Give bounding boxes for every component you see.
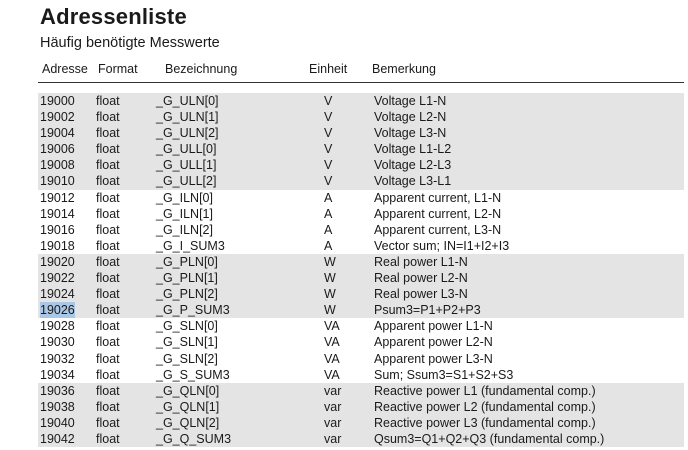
cell-address: 19040 xyxy=(40,415,75,430)
cell-format: float xyxy=(96,335,120,350)
cell-address: 19002 xyxy=(40,110,75,125)
cell-address: 19006 xyxy=(40,142,75,157)
cell-remark: Voltage L2-N xyxy=(374,110,447,125)
cell-format: float xyxy=(96,142,120,157)
cell-format: float xyxy=(96,319,120,334)
header-format: Format xyxy=(98,62,138,76)
table-row xyxy=(38,351,684,367)
cell-format: float xyxy=(96,271,120,286)
cell-designation: _G_PLN[0] xyxy=(156,254,218,269)
table-row xyxy=(38,173,684,189)
cell-remark: Sum; Ssum3=S1+S2+S3 xyxy=(374,367,514,382)
cell-designation: _G_QLN[1] xyxy=(156,399,220,414)
cell-format: float xyxy=(96,158,120,173)
table-row xyxy=(38,383,684,399)
cell-format: float xyxy=(96,254,120,269)
cell-address: 19008 xyxy=(40,158,75,173)
cell-designation: _G_P_SUM3 xyxy=(156,303,230,318)
cell-designation: _G_ULL[2] xyxy=(156,174,217,189)
cell-unit: W xyxy=(324,303,336,318)
cell-unit: A xyxy=(324,222,333,237)
cell-unit: var xyxy=(324,383,342,398)
cell-unit: VA xyxy=(324,319,340,334)
cell-remark: Reactive power L2 (fundamental comp.) xyxy=(374,399,596,414)
cell-format: float xyxy=(96,110,120,125)
cell-designation: _G_QLN[2] xyxy=(156,415,220,430)
cell-address: 19016 xyxy=(40,222,75,237)
cell-remark: Real power L3-N xyxy=(374,287,468,302)
cell-format: float xyxy=(96,238,120,253)
table-row xyxy=(38,157,684,173)
cell-designation: _G_ILN[0] xyxy=(156,190,213,205)
cell-remark: Voltage L3-N xyxy=(374,126,447,141)
cell-address: 19012 xyxy=(40,190,75,205)
table-row xyxy=(38,286,684,302)
cell-unit: V xyxy=(324,94,333,108)
cell-remark: Real power L2-N xyxy=(374,271,468,286)
cell-remark: Real power L1-N xyxy=(374,254,468,269)
cell-unit: var xyxy=(324,399,342,414)
table-row xyxy=(38,141,684,157)
table-row xyxy=(38,399,684,415)
header-address: Adresse xyxy=(42,62,88,76)
cell-format: float xyxy=(96,174,120,189)
cell-remark: Voltage L2-L3 xyxy=(374,158,452,173)
page-subtitle: Häufig benötigte Messwerte xyxy=(40,35,220,51)
cell-unit: W xyxy=(324,254,336,269)
cell-designation: _G_ULN[1] xyxy=(156,110,219,125)
cell-format: float xyxy=(96,415,120,430)
cell-designation: _G_PLN[2] xyxy=(156,287,218,302)
table-row xyxy=(38,270,684,286)
cell-address: 19032 xyxy=(40,351,75,366)
cell-unit: V xyxy=(324,142,333,157)
cell-address: 19010 xyxy=(40,174,75,189)
cell-unit: A xyxy=(324,238,333,253)
cell-format: float xyxy=(96,126,120,141)
cell-address: 19038 xyxy=(40,399,75,414)
cell-format: float xyxy=(96,222,120,237)
cell-remark: Apparent power L1-N xyxy=(374,319,493,334)
cell-format: float xyxy=(96,303,120,318)
cell-remark: Apparent current, L2-N xyxy=(374,206,502,221)
cell-address: 19024 xyxy=(40,287,75,302)
table-row xyxy=(38,190,684,206)
cell-unit: V xyxy=(324,110,333,125)
table-row xyxy=(38,93,684,109)
cell-remark: Qsum3=Q1+Q2+Q3 (fundamental comp.) xyxy=(374,431,605,446)
cell-format: float xyxy=(96,190,120,205)
cell-format: float xyxy=(96,399,120,414)
cell-address: 19020 xyxy=(40,254,75,269)
cell-designation: _G_S_SUM3 xyxy=(156,367,230,382)
cell-designation: _G_I_SUM3 xyxy=(156,238,225,253)
cell-designation: _G_PLN[1] xyxy=(156,271,218,286)
cell-designation: _G_SLN[2] xyxy=(156,351,218,366)
cell-address: 19026 xyxy=(40,303,75,318)
cell-remark: Apparent power L2-N xyxy=(374,335,493,350)
table-row xyxy=(38,109,684,125)
cell-remark: Voltage L1-N xyxy=(374,94,447,108)
table-row xyxy=(38,222,684,238)
cell-address: 19014 xyxy=(40,206,75,221)
cell-remark: Voltage L3-L1 xyxy=(374,174,452,189)
cell-remark: Voltage L1-L2 xyxy=(374,142,452,157)
cell-unit: var xyxy=(324,431,342,446)
cell-designation: _G_ILN[2] xyxy=(156,222,213,237)
cell-address: 19028 xyxy=(40,319,75,334)
cell-format: float xyxy=(96,206,120,221)
table-row xyxy=(38,125,684,141)
table-row xyxy=(38,431,684,447)
cell-unit: VA xyxy=(324,335,340,350)
cell-remark: Apparent current, L1-N xyxy=(374,190,502,205)
cell-address: 19034 xyxy=(40,367,75,382)
cell-address: 19030 xyxy=(40,335,75,350)
cell-remark: Reactive power L3 (fundamental comp.) xyxy=(374,415,596,430)
cell-designation: _G_ULL[0] xyxy=(156,142,217,157)
table-row xyxy=(38,206,684,222)
table-row xyxy=(38,415,684,431)
table-row xyxy=(38,238,684,254)
cell-unit: V xyxy=(324,174,333,189)
header-remark: Bemerkung xyxy=(372,62,436,76)
cell-designation: _G_ULN[2] xyxy=(156,126,219,141)
cell-unit: var xyxy=(324,415,342,430)
cell-format: float xyxy=(96,351,120,366)
cell-format: float xyxy=(96,383,120,398)
cell-designation: _G_ULL[1] xyxy=(156,158,217,173)
cell-remark: Vector sum; IN=I1+I2+I3 xyxy=(374,238,510,253)
cell-address: 19036 xyxy=(40,383,75,398)
header-unit: Einheit xyxy=(309,62,348,76)
header-designation: Bezeichnung xyxy=(165,62,238,76)
table-row xyxy=(38,318,684,334)
cell-remark: Psum3=P1+P2+P3 xyxy=(374,303,481,318)
table-row xyxy=(38,254,684,270)
cell-format: float xyxy=(96,94,120,108)
cell-designation: _G_QLN[0] xyxy=(156,383,220,398)
cell-unit: W xyxy=(324,271,336,286)
cell-address: 19000 xyxy=(40,94,75,108)
table-row xyxy=(38,367,684,383)
cell-designation: _G_Q_SUM3 xyxy=(156,431,232,446)
cell-designation: _G_ULN[0] xyxy=(156,94,219,108)
cell-address: 19022 xyxy=(40,271,75,286)
cell-unit: A xyxy=(324,190,333,205)
table-row xyxy=(38,302,684,318)
table-row xyxy=(38,334,684,350)
cell-designation: _G_SLN[0] xyxy=(156,319,218,334)
cell-address: 19018 xyxy=(40,238,75,253)
address-table xyxy=(38,93,684,447)
cell-designation: _G_ILN[1] xyxy=(156,206,213,221)
cell-unit: W xyxy=(324,287,336,302)
cell-designation: _G_SLN[1] xyxy=(156,335,218,350)
cell-format: float xyxy=(96,287,120,302)
cell-unit: VA xyxy=(324,351,340,366)
cell-address: 19042 xyxy=(40,431,75,446)
cell-unit: V xyxy=(324,126,333,141)
cell-address: 19004 xyxy=(40,126,75,141)
cell-unit: VA xyxy=(324,367,340,382)
cell-format: float xyxy=(96,367,120,382)
header-divider xyxy=(38,82,684,83)
cell-unit: A xyxy=(324,206,333,221)
page-title: Adressenliste xyxy=(40,4,187,29)
cell-remark: Reactive power L1 (fundamental comp.) xyxy=(374,383,596,398)
cell-remark: Apparent power L3-N xyxy=(374,351,493,366)
cell-remark: Apparent current, L3-N xyxy=(374,222,502,237)
cell-format: float xyxy=(96,431,120,446)
cell-unit: V xyxy=(324,158,333,173)
